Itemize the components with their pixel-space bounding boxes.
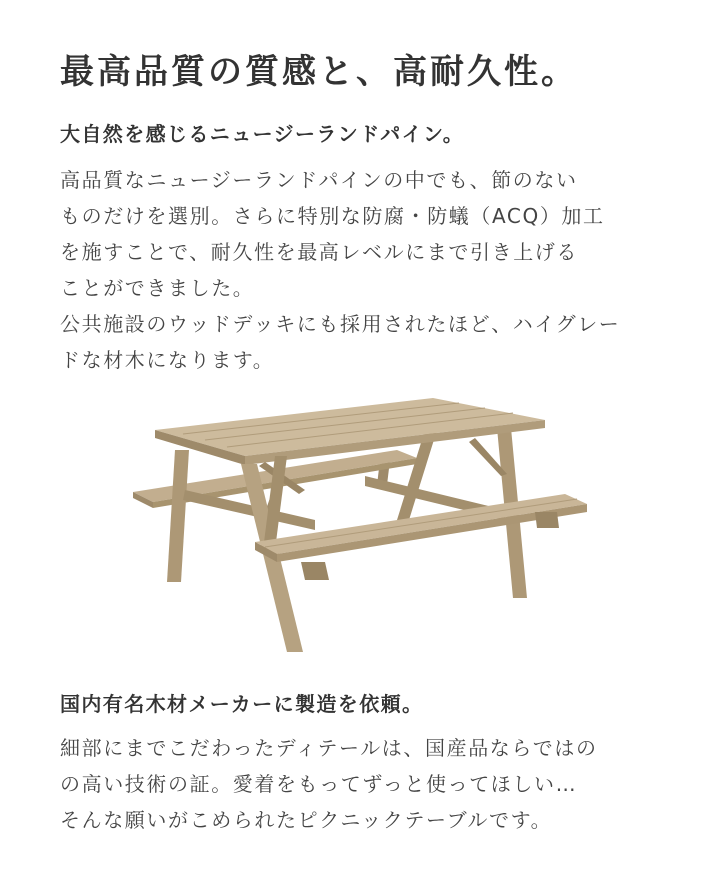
- section2-line: そんな願いがこめられたピクニックテーブルです。: [60, 808, 553, 832]
- section1-line: ものだけを選別。さらに特別な防腐・防蟻（ACQ）加工: [60, 204, 605, 228]
- bench-support: [535, 512, 559, 528]
- section2-line: の高い技術の証。愛着をもってずっと使ってほしい…: [60, 772, 578, 796]
- section1-line: ドな材木になります。: [60, 348, 275, 372]
- section1-body: [60, 162, 720, 378]
- section2-line: 細部にまでこだわったディテールは、国産品ならではの: [60, 736, 598, 760]
- section1-line: を施すことで、耐久性を最高レベルにまで引き上げる: [60, 240, 578, 264]
- section1-line: 高品質なニュージーランドパインの中でも、節のない: [60, 168, 578, 192]
- picnic-table-photo: [125, 390, 595, 660]
- section1-line: 公共施設のウッドデッキにも採用されたほど、ハイグレー: [60, 312, 621, 336]
- section1-line: ことができました。: [60, 276, 255, 300]
- table-leg: [167, 450, 189, 582]
- section2-body: [60, 730, 720, 838]
- headline: 最高品質の質感と、高耐久性。: [60, 52, 578, 92]
- section1-subtitle: 大自然を感じるニュージーランドパイン。: [60, 122, 465, 146]
- section2-subtitle: 国内有名木材メーカーに製造を依頼。: [60, 692, 424, 716]
- bench-support: [301, 562, 329, 580]
